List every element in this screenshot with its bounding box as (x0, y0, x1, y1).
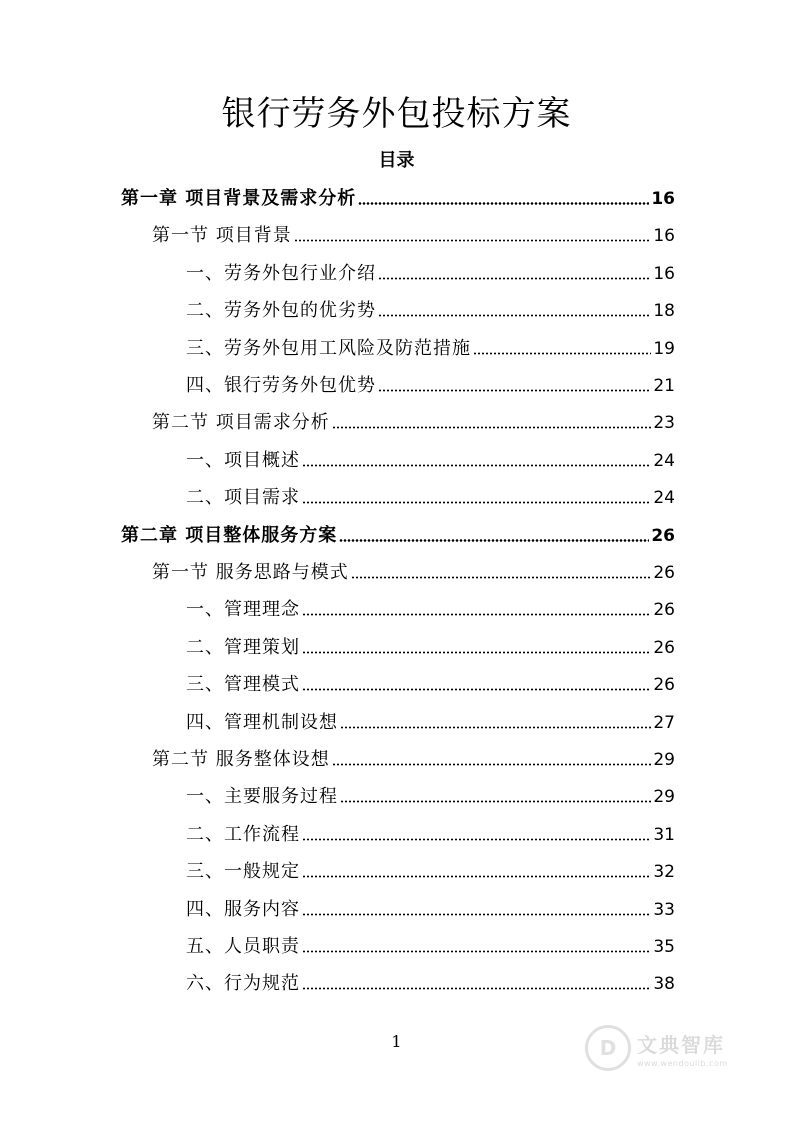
toc-entry[interactable] (186, 255, 675, 285)
toc-entry-label: 一、管理理念 (186, 599, 300, 621)
toc-dot-leader (351, 576, 652, 579)
toc-entry-page: 35 (653, 937, 675, 957)
toc-dot-leader (378, 389, 651, 392)
toc-entry-page: 23 (653, 413, 675, 434)
toc-entry-label: 一、项目概述 (186, 449, 300, 471)
toc-entry-page: 16 (653, 263, 675, 284)
toc-entry-page: 26 (651, 525, 675, 546)
toc-entry-label: 二、工作流程 (186, 823, 300, 845)
toc-entry[interactable] (186, 853, 675, 883)
toc-entry-page: 26 (653, 675, 675, 696)
toc-entry-label: 第二节 项目需求分析 (152, 412, 330, 434)
toc-entry[interactable] (121, 517, 675, 547)
toc-entry-page: 31 (653, 824, 675, 845)
toc-entry-label: 一、劳务外包行业介绍 (186, 262, 376, 284)
toc-entry[interactable] (186, 816, 675, 846)
toc-entry-label: 五、人员职责 (186, 936, 300, 957)
toc-dot-leader (332, 763, 652, 766)
toc-entry-page: 27 (653, 712, 675, 733)
toc-dot-leader (332, 426, 652, 429)
toc-dot-leader (302, 688, 651, 691)
toc-dot-leader (339, 539, 649, 542)
toc-entry-page: 32 (653, 862, 675, 883)
toc-entry[interactable] (186, 442, 675, 472)
toc-dot-leader (302, 987, 651, 990)
toc-entry-label: 六、行为规范 (186, 973, 300, 995)
toc-entry-page: 24 (653, 488, 675, 509)
toc-dot-leader (302, 613, 651, 616)
toc-entry-page: 21 (653, 376, 675, 396)
toc-dot-leader (294, 239, 652, 242)
toc-entry[interactable] (186, 629, 675, 659)
watermark-name: 文典智库 (637, 1032, 725, 1057)
page-number: 1 (391, 1032, 402, 1051)
toc-dot-leader (302, 501, 651, 504)
toc-entry-page: 18 (653, 301, 675, 322)
toc-entry-page: 33 (653, 899, 675, 920)
toc-entry[interactable] (186, 928, 675, 958)
toc-entry[interactable] (186, 591, 675, 621)
toc-entry-label: 三、劳务外包用工风险及防范措施 (186, 337, 471, 359)
toc-entry[interactable] (186, 367, 675, 397)
toc-dot-leader (340, 800, 651, 803)
toc-entry-page: 29 (653, 750, 675, 770)
toc-entry-label: 第一节 服务思路与模式 (152, 562, 349, 583)
toc-entry[interactable] (186, 891, 675, 921)
toc-entry[interactable] (121, 180, 675, 210)
toc-entry-label: 三、一般规定 (186, 861, 300, 883)
toc-entry-page: 19 (653, 338, 675, 359)
toc-dot-leader (302, 875, 651, 878)
toc-dot-leader (358, 202, 649, 205)
toc-entry-label: 三、管理模式 (186, 674, 300, 696)
toc-entry-label: 二、管理策划 (186, 636, 300, 658)
watermark-url: www.wendoulib.com (637, 1058, 728, 1068)
toc-entry-label: 二、劳务外包的优劣势 (186, 300, 376, 322)
toc-entry[interactable] (186, 292, 675, 322)
toc-entry[interactable] (152, 217, 675, 247)
toc-entry-label: 第二节 服务整体设想 (152, 749, 330, 770)
toc-entry-page: 24 (653, 450, 675, 471)
toc-entry[interactable] (186, 479, 675, 509)
toc-entry[interactable] (186, 704, 675, 734)
watermark-text (637, 1029, 728, 1068)
toc-entry-label: 第一节 项目背景 (152, 225, 292, 247)
toc-entry-label: 四、管理机制设想 (186, 711, 338, 733)
toc-entry[interactable] (186, 666, 675, 696)
toc-entry-page: 26 (653, 637, 675, 658)
toc-entry[interactable] (186, 330, 675, 360)
toc-dot-leader (302, 651, 651, 654)
toc-entry-page: 29 (653, 787, 675, 808)
toc-entry[interactable] (186, 778, 675, 808)
toc-entry[interactable] (152, 554, 675, 584)
toc-entry[interactable] (152, 404, 675, 434)
toc-dot-leader (340, 726, 651, 729)
toc-entry-page: 26 (653, 600, 675, 621)
toc-entry-page: 16 (651, 189, 675, 209)
toc-dot-leader (378, 314, 651, 317)
watermark (585, 1018, 765, 1078)
toc-entry[interactable] (186, 965, 675, 995)
page-title: 银行劳务外包投标方案 (221, 94, 572, 134)
toc-entry-label: 一、主要服务过程 (186, 786, 338, 808)
toc-dot-leader (473, 352, 651, 355)
toc-entry-label: 二、项目需求 (186, 487, 300, 509)
toc-entry-page: 16 (653, 226, 675, 247)
toc-entry-label: 第二章 项目整体服务方案 (121, 524, 338, 546)
toc-entry-label: 四、银行劳务外包优势 (186, 375, 376, 396)
toc-entry-page: 38 (653, 974, 675, 995)
toc-dot-leader (302, 950, 651, 953)
toc-dot-leader (302, 913, 651, 916)
toc-dot-leader (302, 838, 651, 841)
watermark-logo-icon: D (585, 1025, 631, 1071)
toc-entry[interactable] (152, 741, 675, 771)
toc-heading: 目录 (378, 150, 415, 171)
toc-entry-label: 第一章 项目背景及需求分析 (121, 188, 357, 209)
toc-entry-label: 四、服务内容 (186, 898, 300, 920)
toc-dot-leader (378, 277, 651, 280)
toc-entry-page: 26 (653, 563, 675, 583)
toc-dot-leader (302, 464, 651, 467)
